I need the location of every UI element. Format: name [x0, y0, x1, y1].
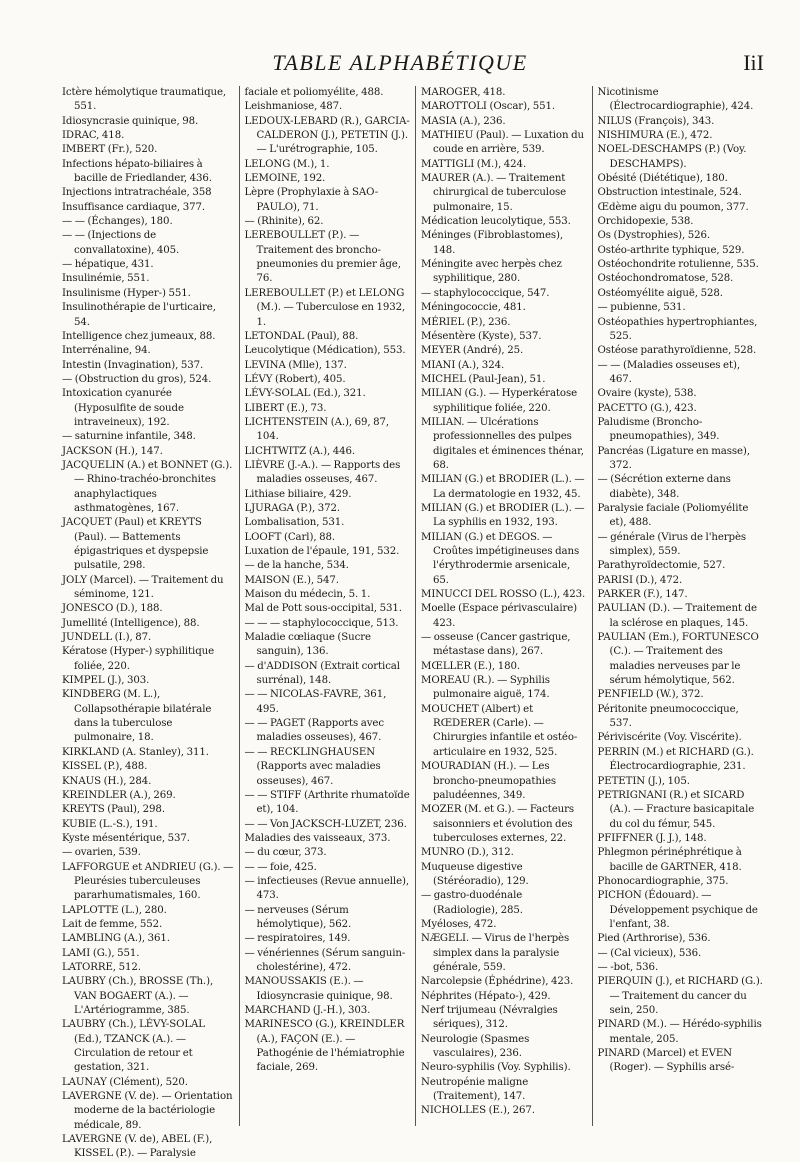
index-entry: Infections hépato-biliaires à bacille de Friedlander, 436. [62, 158, 212, 185]
page-header [0, 50, 800, 80]
index-entry: — — Von JACKSCH-LUZET, 236. [244, 818, 407, 830]
index-entry: Ostéochondrite rotulienne, 535. [597, 259, 759, 271]
index-entry: — — (Maladies osseuses et), 467. [597, 359, 740, 385]
index-entry: Mésentère (Kyste), 537. [421, 330, 542, 342]
index-entry: MARINESCO (G.), KREINDLER (A.), FAÇON (E.). — Pathogénie de l'hémiatrophie faciale, 269. [244, 1019, 405, 1074]
index-entry: Idiosyncrasie quinique, 98. [62, 115, 199, 127]
index-entry: MOREAU (R.). — Syphilis pulmonaire aiguë, 174. [421, 675, 550, 701]
index-entry: LEMOINE, 192. [244, 173, 326, 185]
index-entry: — hépatique, 431. [62, 259, 154, 271]
index-entry: Ostéose parathyroïdienne, 528. [597, 345, 757, 357]
index-entry: PAULIAN (D.). — Traitement de la sclérose en plaques, 145. [597, 603, 757, 629]
index-entry: Péritonite pneumococcique, 537. [597, 703, 739, 730]
index-entry: Leucolytique (Médication), 553. [244, 345, 406, 357]
index-entry: LÉVY-SOLAL (Ed.), 321. [244, 388, 366, 400]
index-entry: Phlegmon périnéphrétique à bacille de GARTNER, 418. [597, 847, 742, 873]
index-entry: PINARD (Marcel) et EVEN (Roger). — Syphilis arsé- [597, 1048, 735, 1074]
index-entry: KREINDLER (A.), 269. [62, 789, 176, 801]
index-entry: LELONG (M.), 1. [244, 158, 330, 170]
index-entry: LAUBRY (Ch.), LÉVY-SOLAL (Ed.), TZANCK (A.). — Circulation de retour et gestation, 321. [62, 1019, 205, 1074]
index-column-4 [592, 86, 769, 1126]
index-entry: Nerf trijumeau (Névralgies sériques), 312. [421, 1005, 558, 1031]
index-entry: LATORRE, 512. [62, 961, 141, 973]
index-entry: — — (Échanges), 180. [62, 216, 173, 228]
index-entry: — (Rhinite), 62. [244, 216, 324, 228]
index-entry: LEREBOULLET (P.). — Traitement des broncho-pneumonies du premier âge, 76. [244, 230, 401, 285]
index-entry: Insulinothérapie de l'urticaire, 54. [62, 302, 216, 328]
index-entry: Mal de Pott sous-occipital, 531. [244, 603, 402, 615]
index-entry: Insuffisance cardiaque, 377. [62, 201, 205, 213]
index-entry: LAFFORGUE et ANDRIEU (G.). — Pleurésies tuberculeuses pararhumatismales, 160. [62, 861, 234, 902]
index-entry: Neutropénie maligne (Traitement), 147. [421, 1076, 529, 1103]
index-columns [62, 86, 768, 1160]
index-entry: Paludisme (Broncho-pneumopathies), 349. [597, 416, 720, 443]
index-entry: LEVINA (Mlle), 137. [244, 359, 347, 371]
index-entry: — saturnine infantile, 348. [62, 431, 196, 443]
index-entry: MUNRO (D.), 312. [421, 847, 514, 859]
index-entry: Os (Dystrophies), 526. [597, 230, 711, 242]
index-entry: MILIAN (G.). — Hyperkératose syphilitique foliée, 220. [421, 388, 578, 414]
index-entry: KINDBERG (M. L.), Collapsothérapie bilatérale dans la tuberculose pulmonaire, 18. [62, 689, 212, 744]
index-entry: — gastro-duodénale (Radiologie), 285. [421, 890, 523, 916]
index-entry: NICHOLLES (E.), 267. [421, 1105, 535, 1117]
index-entry: — nerveuses (Sérum hémolytique), 562. [244, 904, 352, 930]
index-entry: LAUNAY (Clément), 520. [62, 1076, 188, 1088]
index-entry: LICHTENSTEIN (A.), 69, 87, 104. [244, 416, 390, 443]
index-entry: Luxation de l'épaule, 191, 532. [244, 546, 400, 557]
index-entry: MAROGER, 418. [421, 87, 506, 98]
index-entry: MIANI (A.), 324. [421, 359, 505, 371]
index-entry: LETONDAL (Paul), 88. [244, 330, 359, 342]
index-entry: Intestin (Invagination), 537. [62, 359, 204, 371]
index-entry: — osseuse (Cancer gastrique, métastase dans), 267. [421, 632, 571, 658]
index-entry: LAPLOTTE (L.), 280. [62, 904, 167, 916]
index-entry: — ovarien, 539. [62, 847, 141, 859]
index-entry: — — RECKLINGHAUSEN (Rapports avec maladies osseuses), 467. [244, 746, 381, 787]
index-entry: MAURER (A.). — Traitement chirurgical de tuberculose pulmonaire, 15. [421, 173, 567, 213]
index-entry: Interrénaline, 94. [62, 345, 151, 357]
index-entry: — générale (Virus de l'herpès simplex), 559. [597, 531, 747, 557]
index-entry: KISSEL (P.), 488. [62, 761, 148, 773]
index-entry: NOEL-DESCHAMPS (P.) (Voy. DESCHAMPS). [597, 144, 747, 170]
index-entry: Ovaire (kyste), 538. [597, 388, 697, 400]
index-entry: — du cœur, 373. [244, 847, 327, 859]
index-entry: KNAUS (H.), 284. [62, 775, 152, 787]
index-entry: JOLY (Marcel). — Traitement du séminome, 121. [62, 574, 224, 601]
index-entry: NISHIMURA (E.), 472. [597, 130, 713, 142]
index-entry: PICHON (Édouard). — Développement psychique de l'enfant, 38. [597, 890, 758, 930]
index-entry: KREYTS (Paul), 298. [62, 804, 165, 816]
index-entry: MILIAN (G.) et BRODIER (L.). — La syphilis en 1932, 193. [421, 502, 585, 529]
index-entry: Orchidopexie, 538. [597, 216, 694, 228]
index-entry: — — NICOLAS-FAVRE, 361, 495. [244, 689, 387, 715]
index-entry: Obstruction intestinale, 524. [597, 187, 742, 199]
index-entry: Paralysie faciale (Poliomyélite et), 488. [597, 502, 749, 529]
index-entry: — (Sécrétion externe dans diabète), 348. [597, 474, 731, 500]
index-entry: LEREBOULLET (P.) et LELONG (M.). — Tuberculose en 1932, 1. [244, 287, 406, 328]
index-entry: PFIFFNER (J. J.), 148. [597, 832, 707, 844]
index-entry: — -bot, 536. [597, 961, 659, 973]
index-entry: MINUCCI DEL ROSSO (L.), 423. [421, 589, 586, 601]
index-entry: JUNDELL (I.), 87. [62, 632, 152, 644]
index-entry: Périviscérite (Voy. Viscérite). [597, 732, 742, 744]
index-entry: — pubienne, 531. [597, 302, 686, 314]
index-column-3 [415, 86, 592, 1126]
index-entry: PARKER (F.), 147. [597, 589, 688, 601]
index-entry: LAVERGNE (V. de), ABEL (F.), KISSEL (P.). — Paralysie [62, 1134, 213, 1160]
index-entry: Maison du médecin, 5. 1. [244, 589, 371, 601]
index-entry: LIÈVRE (J.-A.). — Rapports des maladies osseuses, 467. [244, 459, 401, 486]
index-entry: NÆGELI. — Virus de l'herpès simplex dans la paralysie générale, 559. [421, 933, 570, 973]
index-entry: PETRIGNANI (R.) et SICARD (A.). — Fracture basicapitale du col du fémur, 545. [597, 789, 755, 830]
index-entry: Maladies des vaisseaux, 373. [244, 832, 391, 844]
index-entry: Neuro-syphilis (Voy. Syphilis). [421, 1062, 571, 1074]
index-entry: Maladie cœliaque (Sucre sanguin), 136. [244, 632, 371, 658]
index-entry: IMBERT (Fr.), 520. [62, 144, 158, 156]
index-entry: MAROTTOLI (Oscar), 551. [421, 101, 556, 113]
index-entry: PENFIELD (W.), 372. [597, 689, 704, 701]
index-entry: — staphylococcique, 547. [421, 287, 550, 299]
index-entry: Méningite avec herpès chez syphilitique, 280. [421, 259, 562, 285]
index-entry: MATTIGLI (M.), 424. [421, 158, 527, 170]
index-entry: PETETIN (J.), 105. [597, 775, 690, 787]
index-entry: Insulinémie, 551. [62, 273, 150, 285]
index-entry: Lait de femme, 552. [62, 918, 163, 930]
index-entry: KIMPEL (J.), 303. [62, 675, 150, 687]
index-entry: Kératose (Hyper-) syphilitique foliée, 220. [62, 646, 215, 672]
index-entry: KUBIE (L.-S.), 191. [62, 818, 158, 830]
index-entry: MASIA (A.), 236. [421, 115, 506, 127]
index-entry: faciale et poliomyélite, 488. [244, 87, 384, 98]
index-entry: MILIAN (G.) et BRODIER (L.). — La dermatologie en 1932, 45. [421, 474, 585, 500]
index-entry: PARISI (D.), 472. [597, 574, 683, 586]
index-entry: PACETTO (G.), 423. [597, 402, 697, 414]
index-entry: MOZER (M. et G.). — Facteurs saisonniers et évolution des tuberculoses externes, 22. [421, 804, 574, 844]
index-entry: Lèpre (Prophylaxie à SAO-PAULO), 71. [244, 187, 379, 213]
index-entry: Méninges (Fibroblastomes), 148. [421, 230, 564, 256]
index-entry: Parathyroïdectomie, 527. [597, 560, 726, 572]
index-entry: Intelligence chez jumeaux, 88. [62, 330, 216, 342]
index-entry: PAULIAN (Em.), FORTUNESCO (C.). — Traitement des maladies nerveuses par le sérum hémolytique, 562. [597, 632, 759, 687]
index-entry: LEDOUX-LEBARD (R.), GARCIA-CALDERON (J.), PETETIN (J.). — L'urétrographie, 105. [244, 115, 410, 156]
index-entry: Nicotinisme (Électrocardiographie), 424. [597, 87, 754, 113]
index-entry: — (Obstruction du gros), 524. [62, 373, 212, 385]
index-entry: — (Cal vicieux), 536. [597, 947, 702, 959]
page-number: IiI [743, 50, 764, 75]
index-entry: Injections intratrachéale, 358 [62, 187, 212, 199]
index-entry: LÉVY (Robert), 405. [244, 373, 346, 385]
index-entry: — infectieuses (Revue annuelle), 473. [244, 875, 410, 902]
index-entry: MARCHAND (J.-H.), 303. [244, 1005, 371, 1016]
index-entry: Phonocardiographie, 375. [597, 875, 729, 887]
index-entry: JACQUELIN (A.) et BONNET (G.). — Rhino-trachéo-bronchites anaphylactiques asthmatogènes, 167. [62, 459, 233, 514]
index-entry: Insulinisme (Hyper-) 551. [62, 287, 191, 299]
index-entry: — d'ADDISON (Extrait cortical surrénal), 148. [244, 660, 400, 687]
index-entry: Jumellité (Intelligence), 88. [62, 617, 200, 629]
index-entry: Lithiase biliaire, 429. [244, 488, 352, 500]
index-column-1 [62, 86, 239, 1160]
index-entry: Narcolepsie (Éphédrine), 423. [421, 976, 574, 988]
index-entry: Ostéopathies hypertrophiantes, 525. [597, 316, 758, 342]
index-entry: — respiratoires, 149. [244, 933, 351, 945]
index-entry: — de la hanche, 534. [244, 560, 349, 572]
index-entry: LOOFT (Carl), 88. [244, 531, 335, 543]
index-entry: Moelle (Espace périvasculaire) 423. [421, 603, 578, 629]
index-entry: MILIAN (G.) et DEGOS. — Croûtes impétigineuses dans l'érythrodermie arsenicale, 65. [421, 531, 580, 586]
index-entry: JONESCO (D.), 188. [62, 603, 163, 615]
index-entry: Myéloses, 472. [421, 918, 497, 930]
index-entry: Néphrites (Hépato-), 429. [421, 990, 551, 1002]
index-entry: Muqueuse digestive (Stéréoradio), 129. [421, 861, 529, 887]
index-entry: LAMBLING (A.), 361. [62, 933, 170, 945]
index-entry: PINARD (M.). — Hérédo-syphilis mentale, 205. [597, 1019, 762, 1045]
index-entry: KIRKLAND (A. Stanley), 311. [62, 746, 209, 758]
index-entry: — — — staphylococcique, 513. [244, 617, 399, 629]
index-entry: NILUS (François), 343. [597, 115, 715, 127]
index-entry: Pied (Arthrorise), 536. [597, 933, 711, 945]
index-entry: LAUBRY (Ch.), BROSSE (Th.), VAN BOGAERT (A.). — L'Artériogramme, 385. [62, 976, 214, 1016]
index-column-2 [239, 86, 416, 1126]
index-entry: MANOUSSAKIS (E.). — Idiosyncrasie quinique, 98. [244, 976, 393, 1002]
index-entry: Neurologie (Spasmes vasculaires), 236. [421, 1033, 530, 1060]
index-entry: MOURADIAN (H.). — Les broncho-pneumopathies paludéennes, 349. [421, 761, 557, 801]
index-entry: — — foie, 425. [244, 861, 317, 873]
index-entry: — — STIFF (Arthrite rhumatoïde et), 104. [244, 789, 410, 816]
index-entry: Médication leucolytique, 553. [421, 216, 571, 228]
index-entry: — — PAGET (Rapports avec maladies osseuses), 467. [244, 718, 384, 744]
index-entry: LAVERGNE (V. de). — Orientation moderne de la bactériologie médicale, 89. [62, 1091, 233, 1131]
index-entry: Ostéomyélite aiguë, 528. [597, 287, 723, 299]
index-entry: Ostéo-arthrite typhique, 529. [597, 244, 745, 256]
index-entry: Kyste mésentérique, 537. [62, 832, 190, 844]
index-entry: Leishmaniose, 487. [244, 101, 343, 113]
index-entry: LICHTWITZ (A.), 446. [244, 445, 356, 457]
index-entry: PIERQUIN (J.), et RICHARD (G.). — Traitement du cancer du sein, 250. [597, 976, 763, 1016]
index-entry: Méningococcie, 481. [421, 302, 526, 314]
index-entry: — vénériennes (Sérum sanguin-cholestérine), 472. [244, 947, 406, 973]
index-entry: — — (Injections de convallatoxine), 405. [62, 230, 180, 256]
index-entry: Pancréas (Ligature en masse), 372. [597, 445, 750, 471]
index-entry: PERRIN (M.) et RICHARD (G.). Électrocardiographie, 231. [597, 746, 754, 773]
index-entry: MOUCHET (Albert) et RŒDERER (Carle). — Chirurgies infantile et ostéo-articulaire en 1932, 525. [421, 703, 578, 758]
index-entry: Lombalisation, 531. [244, 517, 345, 529]
index-entry: Ostéochondromatose, 528. [597, 273, 734, 285]
index-entry: MŒLLER (E.), 180. [421, 660, 520, 672]
index-entry: Ictère hémolytique traumatique, 551. [62, 87, 227, 113]
index-entry: MEYER (André), 25. [421, 345, 524, 357]
index-entry: Obésité (Diététique), 180. [597, 173, 728, 185]
index-entry: LIBERT (E.), 73. [244, 402, 327, 414]
index-entry: MATHIEU (Paul). — Luxation du coude en arrière, 539. [421, 130, 584, 156]
index-entry: MICHEL (Paul-Jean), 51. [421, 373, 546, 385]
index-entry: LJURAGA (P.), 372. [244, 502, 341, 514]
index-entry: Œdème aigu du poumon, 377. [597, 201, 749, 213]
index-entry: MÉRIEL (P.), 236. [421, 316, 511, 328]
index-entry: MAISON (E.), 547. [244, 574, 339, 586]
index-entry: IDRAC, 418. [62, 130, 125, 142]
page-title: TABLE ALPHABÉTIQUE [272, 50, 528, 75]
index-entry: LAMI (G.), 551. [62, 947, 140, 959]
index-entry: JACKSON (H.), 147. [62, 445, 163, 457]
index-entry: Intoxication cyanurée (Hyposulfite de soude intraveineux), 192. [62, 388, 184, 428]
index-entry: JACQUET (Paul) et KREYTS (Paul). — Battements épigastriques et dyspepsie pulsatile, 298. [62, 517, 209, 572]
index-entry: MILIAN. — Ulcérations professionnelles des pulpes digitales et éminences thénar, 68. [421, 416, 584, 471]
